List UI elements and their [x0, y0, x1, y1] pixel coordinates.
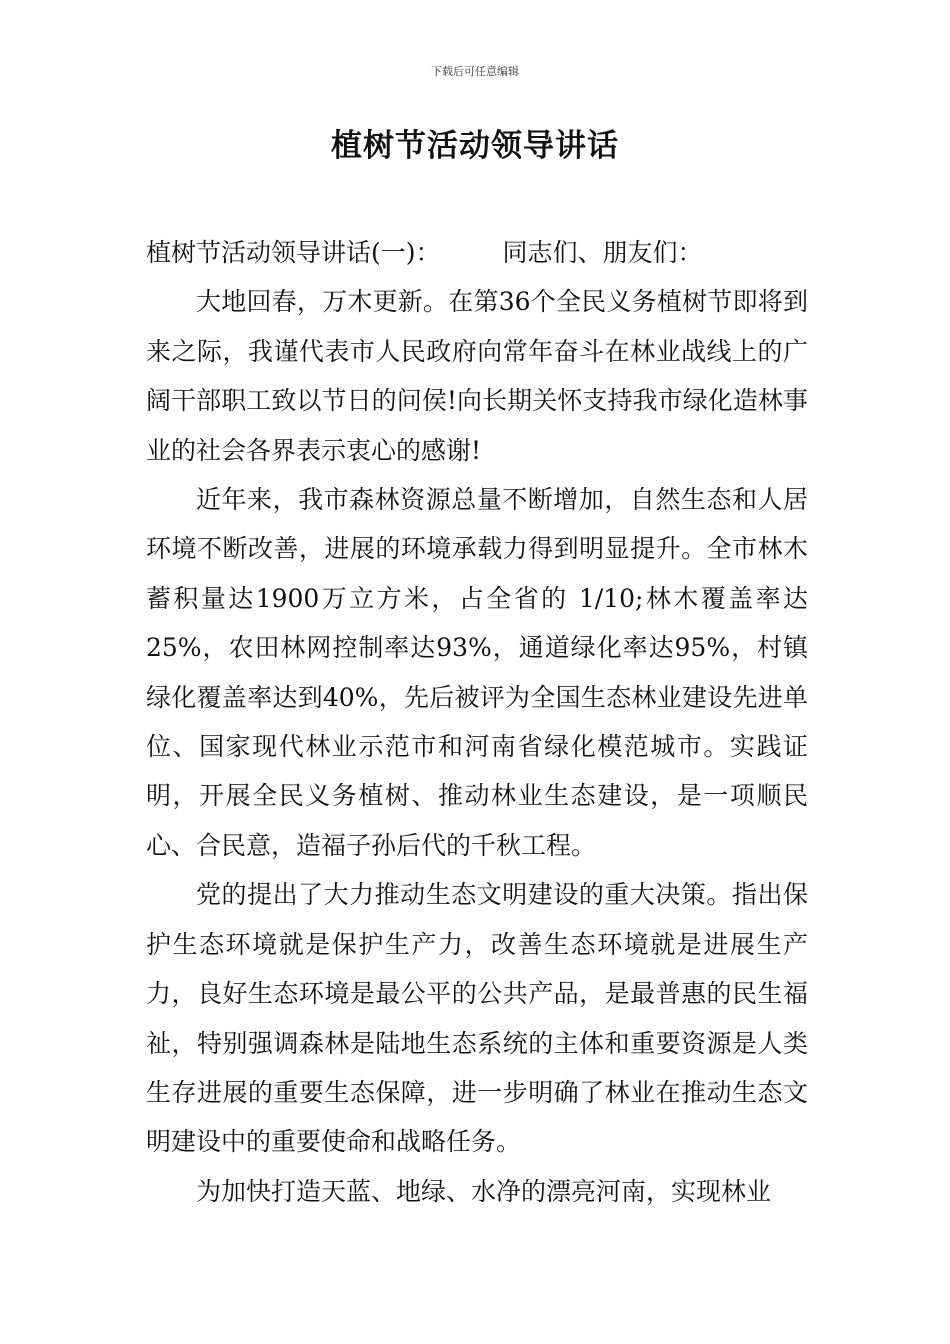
intro-line	[146, 228, 808, 277]
header-note: 下载后可任意编辑	[431, 65, 519, 78]
paragraph-2: 近年来，我市森林资源总量不断增加，自然生态和人居环境不断改善，进展的环境承载力得到明显提升。全市林木蓄积量达1900万立方米，占全省的 1/10;林木覆盖率达25%，农田林网控制率达93%，通道绿化率达95%，村镇绿化覆盖率达到40%，先后被评为全国生态林业建设先进单位、国家现代林业示范市和河南省绿化模范城市。实践证明，开展全民义务植树、推动林业生态建设，是一项顺民心、合民意，造福子孙后代的千秋工程。	[146, 485, 808, 860]
salutation: 同志们、朋友们：	[502, 238, 703, 267]
paragraph-1: 大地回春，万木更新。在第36个全民义务植树节即将到来之际，我谨代表市人民政府向常年奋斗在林业战线上的广阔干部职工致以节日的问侯!向长期关怀支持我市绿化造林事业的社会各界表示衷心的感谢!	[146, 287, 808, 465]
paragraph-4: 为加快打造天蓝、地绿、水净的漂亮河南，实现林业	[196, 1176, 772, 1206]
document-body	[146, 228, 808, 1216]
document-title: 植树节活动领导讲话	[331, 128, 619, 164]
paragraph-3: 党的提出了大力推动生态文明建设的重大决策。指出保护生态环境就是保护生产力，改善生态环境就是进展生产力，良好生态环境是最公平的公共产品，是最普惠的民生福祉，特别强调森林是陆地生态系统的主体和重要资源是人类生存进展的重要生态保障，进一步明确了林业在推动生态文明建设中的重要使命和战略任务。	[146, 880, 808, 1157]
intro-label: 植树节活动领导讲话(一)：	[146, 238, 441, 267]
